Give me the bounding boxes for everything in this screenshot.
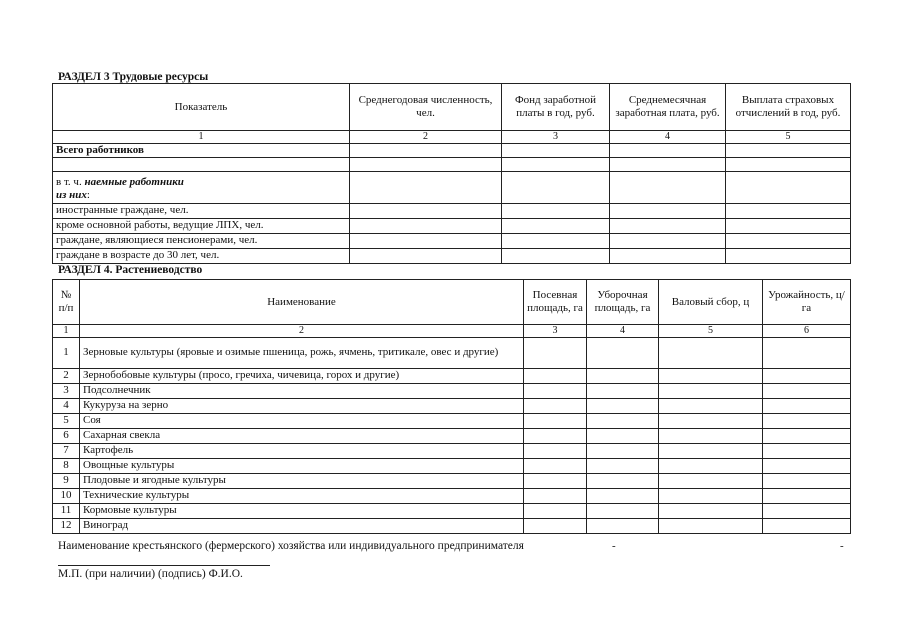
crop-value-cell[interactable] — [659, 443, 763, 458]
crop-value-cell[interactable] — [524, 518, 587, 533]
crop-row — [53, 443, 851, 458]
s4-header-gross-yield: Валовый сбор, ц — [659, 280, 763, 325]
cell[interactable] — [350, 218, 502, 233]
crop-value-cell[interactable] — [587, 428, 659, 443]
crop-value-cell[interactable] — [524, 383, 587, 398]
crop-value-cell[interactable] — [587, 458, 659, 473]
cell[interactable] — [350, 248, 502, 263]
cell[interactable] — [726, 233, 851, 248]
crop-row — [53, 518, 851, 533]
crop-row-number: 12 — [53, 518, 80, 533]
signature-underline — [58, 565, 270, 566]
crop-row-number: 8 — [53, 458, 80, 473]
crop-value-cell[interactable] — [763, 413, 851, 428]
crop-row — [53, 383, 851, 398]
crop-value-cell[interactable] — [659, 428, 763, 443]
crop-value-cell[interactable] — [587, 413, 659, 428]
crop-row — [53, 337, 851, 368]
s3-colnum-4: 4 — [610, 131, 726, 144]
s4-header-harvested-area: Уборочная площадь, га — [587, 280, 659, 325]
crop-value-cell[interactable] — [524, 398, 587, 413]
s4-colnum-2: 2 — [80, 325, 524, 338]
crop-value-cell[interactable] — [659, 488, 763, 503]
crop-value-cell[interactable] — [524, 443, 587, 458]
crop-row-name: Соя — [80, 413, 524, 428]
crop-value-cell[interactable] — [659, 518, 763, 533]
s3-header-insurance: Выплата страховых отчислений в год, руб. — [726, 84, 851, 131]
cell[interactable] — [502, 171, 610, 203]
crop-value-cell[interactable] — [524, 337, 587, 368]
cell[interactable] — [502, 218, 610, 233]
crop-value-cell[interactable] — [587, 488, 659, 503]
crop-row — [53, 458, 851, 473]
cell[interactable] — [610, 143, 726, 157]
cell[interactable] — [726, 171, 851, 203]
cell[interactable] — [726, 203, 851, 218]
farm-name-dash-2: - — [840, 540, 844, 552]
crop-row — [53, 503, 851, 518]
crop-row-name: Технические культуры — [80, 488, 524, 503]
crop-row-name: Кормовые культуры — [80, 503, 524, 518]
crop-row — [53, 413, 851, 428]
s4-header-sown-area: Посевная площадь, га — [524, 280, 587, 325]
crop-value-cell[interactable] — [587, 398, 659, 413]
cell[interactable] — [53, 157, 350, 171]
crop-value-cell[interactable] — [524, 503, 587, 518]
crop-row-name: Подсолнечник — [80, 383, 524, 398]
cell[interactable] — [350, 233, 502, 248]
labor-resources-table — [52, 83, 851, 264]
crop-row-number: 9 — [53, 473, 80, 488]
crop-row-number: 6 — [53, 428, 80, 443]
s3-header-avg-headcount: Среднегодовая численность, чел. — [350, 84, 502, 131]
s4-header-number: № п/п — [53, 280, 80, 325]
crop-value-cell[interactable] — [763, 383, 851, 398]
crop-row-number: 1 — [53, 337, 80, 368]
s4-colnum-1: 1 — [53, 325, 80, 338]
crop-value-cell[interactable] — [763, 503, 851, 518]
cell[interactable] — [502, 203, 610, 218]
cell[interactable] — [502, 248, 610, 263]
crop-value-cell[interactable] — [659, 458, 763, 473]
crop-row-number: 5 — [53, 413, 80, 428]
crop-row — [53, 398, 851, 413]
crop-row-name: Сахарная свекла — [80, 428, 524, 443]
crop-row-name: Зерновые культуры (яровые и озимые пшеница, рожь, ячмень, тритикале, овес и другие) — [80, 337, 524, 368]
crop-value-cell[interactable] — [524, 413, 587, 428]
crop-value-cell[interactable] — [763, 443, 851, 458]
crop-value-cell[interactable] — [587, 337, 659, 368]
crop-value-cell[interactable] — [587, 518, 659, 533]
cell[interactable] — [502, 143, 610, 157]
crop-row-number: 10 — [53, 488, 80, 503]
cell[interactable] — [350, 171, 502, 203]
row-under-30: граждане в возрасте до 30 лет, чел. — [53, 248, 350, 263]
s4-colnum-3: 3 — [524, 325, 587, 338]
crop-row — [53, 428, 851, 443]
cell[interactable] — [502, 233, 610, 248]
crop-value-cell[interactable] — [524, 428, 587, 443]
crop-row-name: Зернобобовые культуры (просо, гречиха, чичевица, горох и другие) — [80, 368, 524, 383]
crop-row — [53, 473, 851, 488]
crop-row-number: 4 — [53, 398, 80, 413]
crop-value-cell[interactable] — [763, 488, 851, 503]
crop-value-cell[interactable] — [763, 337, 851, 368]
row-pensioners: граждане, являющиеся пенсионерами, чел. — [53, 233, 350, 248]
crop-row — [53, 488, 851, 503]
section4-title: РАЗДЕЛ 4. Растениеводство — [58, 264, 203, 276]
crop-value-cell[interactable] — [763, 368, 851, 383]
s3-header-avg-monthly-wage: Среднемесячная заработная плата, руб. — [610, 84, 726, 131]
crop-row-name: Картофель — [80, 443, 524, 458]
row-foreign-citizens: иностранные граждане, чел. — [53, 203, 350, 218]
crop-row-name: Виноград — [80, 518, 524, 533]
crop-value-cell[interactable] — [524, 473, 587, 488]
cell[interactable] — [726, 157, 851, 171]
s4-header-name: Наименование — [80, 280, 524, 325]
cell[interactable] — [502, 157, 610, 171]
crop-row-name: Овощные культуры — [80, 458, 524, 473]
crop-value-cell[interactable] — [587, 368, 659, 383]
cell[interactable] — [610, 203, 726, 218]
s4-colnum-5: 5 — [659, 325, 763, 338]
crop-value-cell[interactable] — [763, 458, 851, 473]
crop-value-cell[interactable] — [763, 473, 851, 488]
crop-row-number: 3 — [53, 383, 80, 398]
cell[interactable] — [726, 248, 851, 263]
row-hired-workers: в т. ч. наемные работники из них: — [53, 171, 350, 203]
cell[interactable] — [350, 143, 502, 157]
crop-value-cell[interactable] — [659, 473, 763, 488]
crop-value-cell[interactable] — [659, 383, 763, 398]
s4-colnum-4: 4 — [587, 325, 659, 338]
crop-value-cell[interactable] — [659, 413, 763, 428]
cell[interactable] — [726, 143, 851, 157]
signature-line: М.П. (при наличии) (подпись) Ф.И.О. — [58, 568, 243, 580]
crop-value-cell[interactable] — [587, 443, 659, 458]
crop-value-cell[interactable] — [524, 488, 587, 503]
cell[interactable] — [350, 203, 502, 218]
crop-value-cell[interactable] — [763, 398, 851, 413]
crop-value-cell[interactable] — [587, 503, 659, 518]
crop-value-cell[interactable] — [524, 368, 587, 383]
cell[interactable] — [610, 233, 726, 248]
crop-value-cell[interactable] — [659, 398, 763, 413]
cell[interactable] — [726, 218, 851, 233]
s3-colnum-5: 5 — [726, 131, 851, 144]
s4-header-yield-per-ha: Урожайность, ц/га — [763, 280, 851, 325]
row-total-workers: Всего работников — [53, 143, 350, 157]
crop-row-name: Кукуруза на зерно — [80, 398, 524, 413]
crop-value-cell[interactable] — [587, 473, 659, 488]
crop-value-cell[interactable] — [524, 458, 587, 473]
cell[interactable] — [610, 171, 726, 203]
crop-row — [53, 368, 851, 383]
farm-name-label: Наименование крестьянского (фермерского) хозяйства или индивидуального предпринимателя — [58, 540, 524, 552]
crop-value-cell[interactable] — [587, 383, 659, 398]
section3-title: РАЗДЕЛ 3 Трудовые ресурсы — [58, 71, 209, 83]
farm-name-dash-1: - — [612, 540, 616, 552]
crop-row-name: Плодовые и ягодные культуры — [80, 473, 524, 488]
s3-header-wage-fund: Фонд заработной платы в год, руб. — [502, 84, 610, 131]
cell[interactable] — [610, 218, 726, 233]
s3-colnum-2: 2 — [350, 131, 502, 144]
s4-colnum-6: 6 — [763, 325, 851, 338]
s3-colnum-3: 3 — [502, 131, 610, 144]
cell[interactable] — [610, 248, 726, 263]
row-lph: кроме основной работы, ведущие ЛПХ, чел. — [53, 218, 350, 233]
crop-row-number: 11 — [53, 503, 80, 518]
crop-value-cell[interactable] — [659, 368, 763, 383]
crop-value-cell[interactable] — [659, 337, 763, 368]
crop-value-cell[interactable] — [763, 428, 851, 443]
crop-value-cell[interactable] — [659, 503, 763, 518]
crop-production-table — [52, 279, 851, 534]
crop-value-cell[interactable] — [763, 518, 851, 533]
cell[interactable] — [350, 157, 502, 171]
cell[interactable] — [610, 157, 726, 171]
crop-row-number: 7 — [53, 443, 80, 458]
s3-colnum-1: 1 — [53, 131, 350, 144]
s3-header-indicator: Показатель — [53, 84, 350, 131]
crop-row-number: 2 — [53, 368, 80, 383]
